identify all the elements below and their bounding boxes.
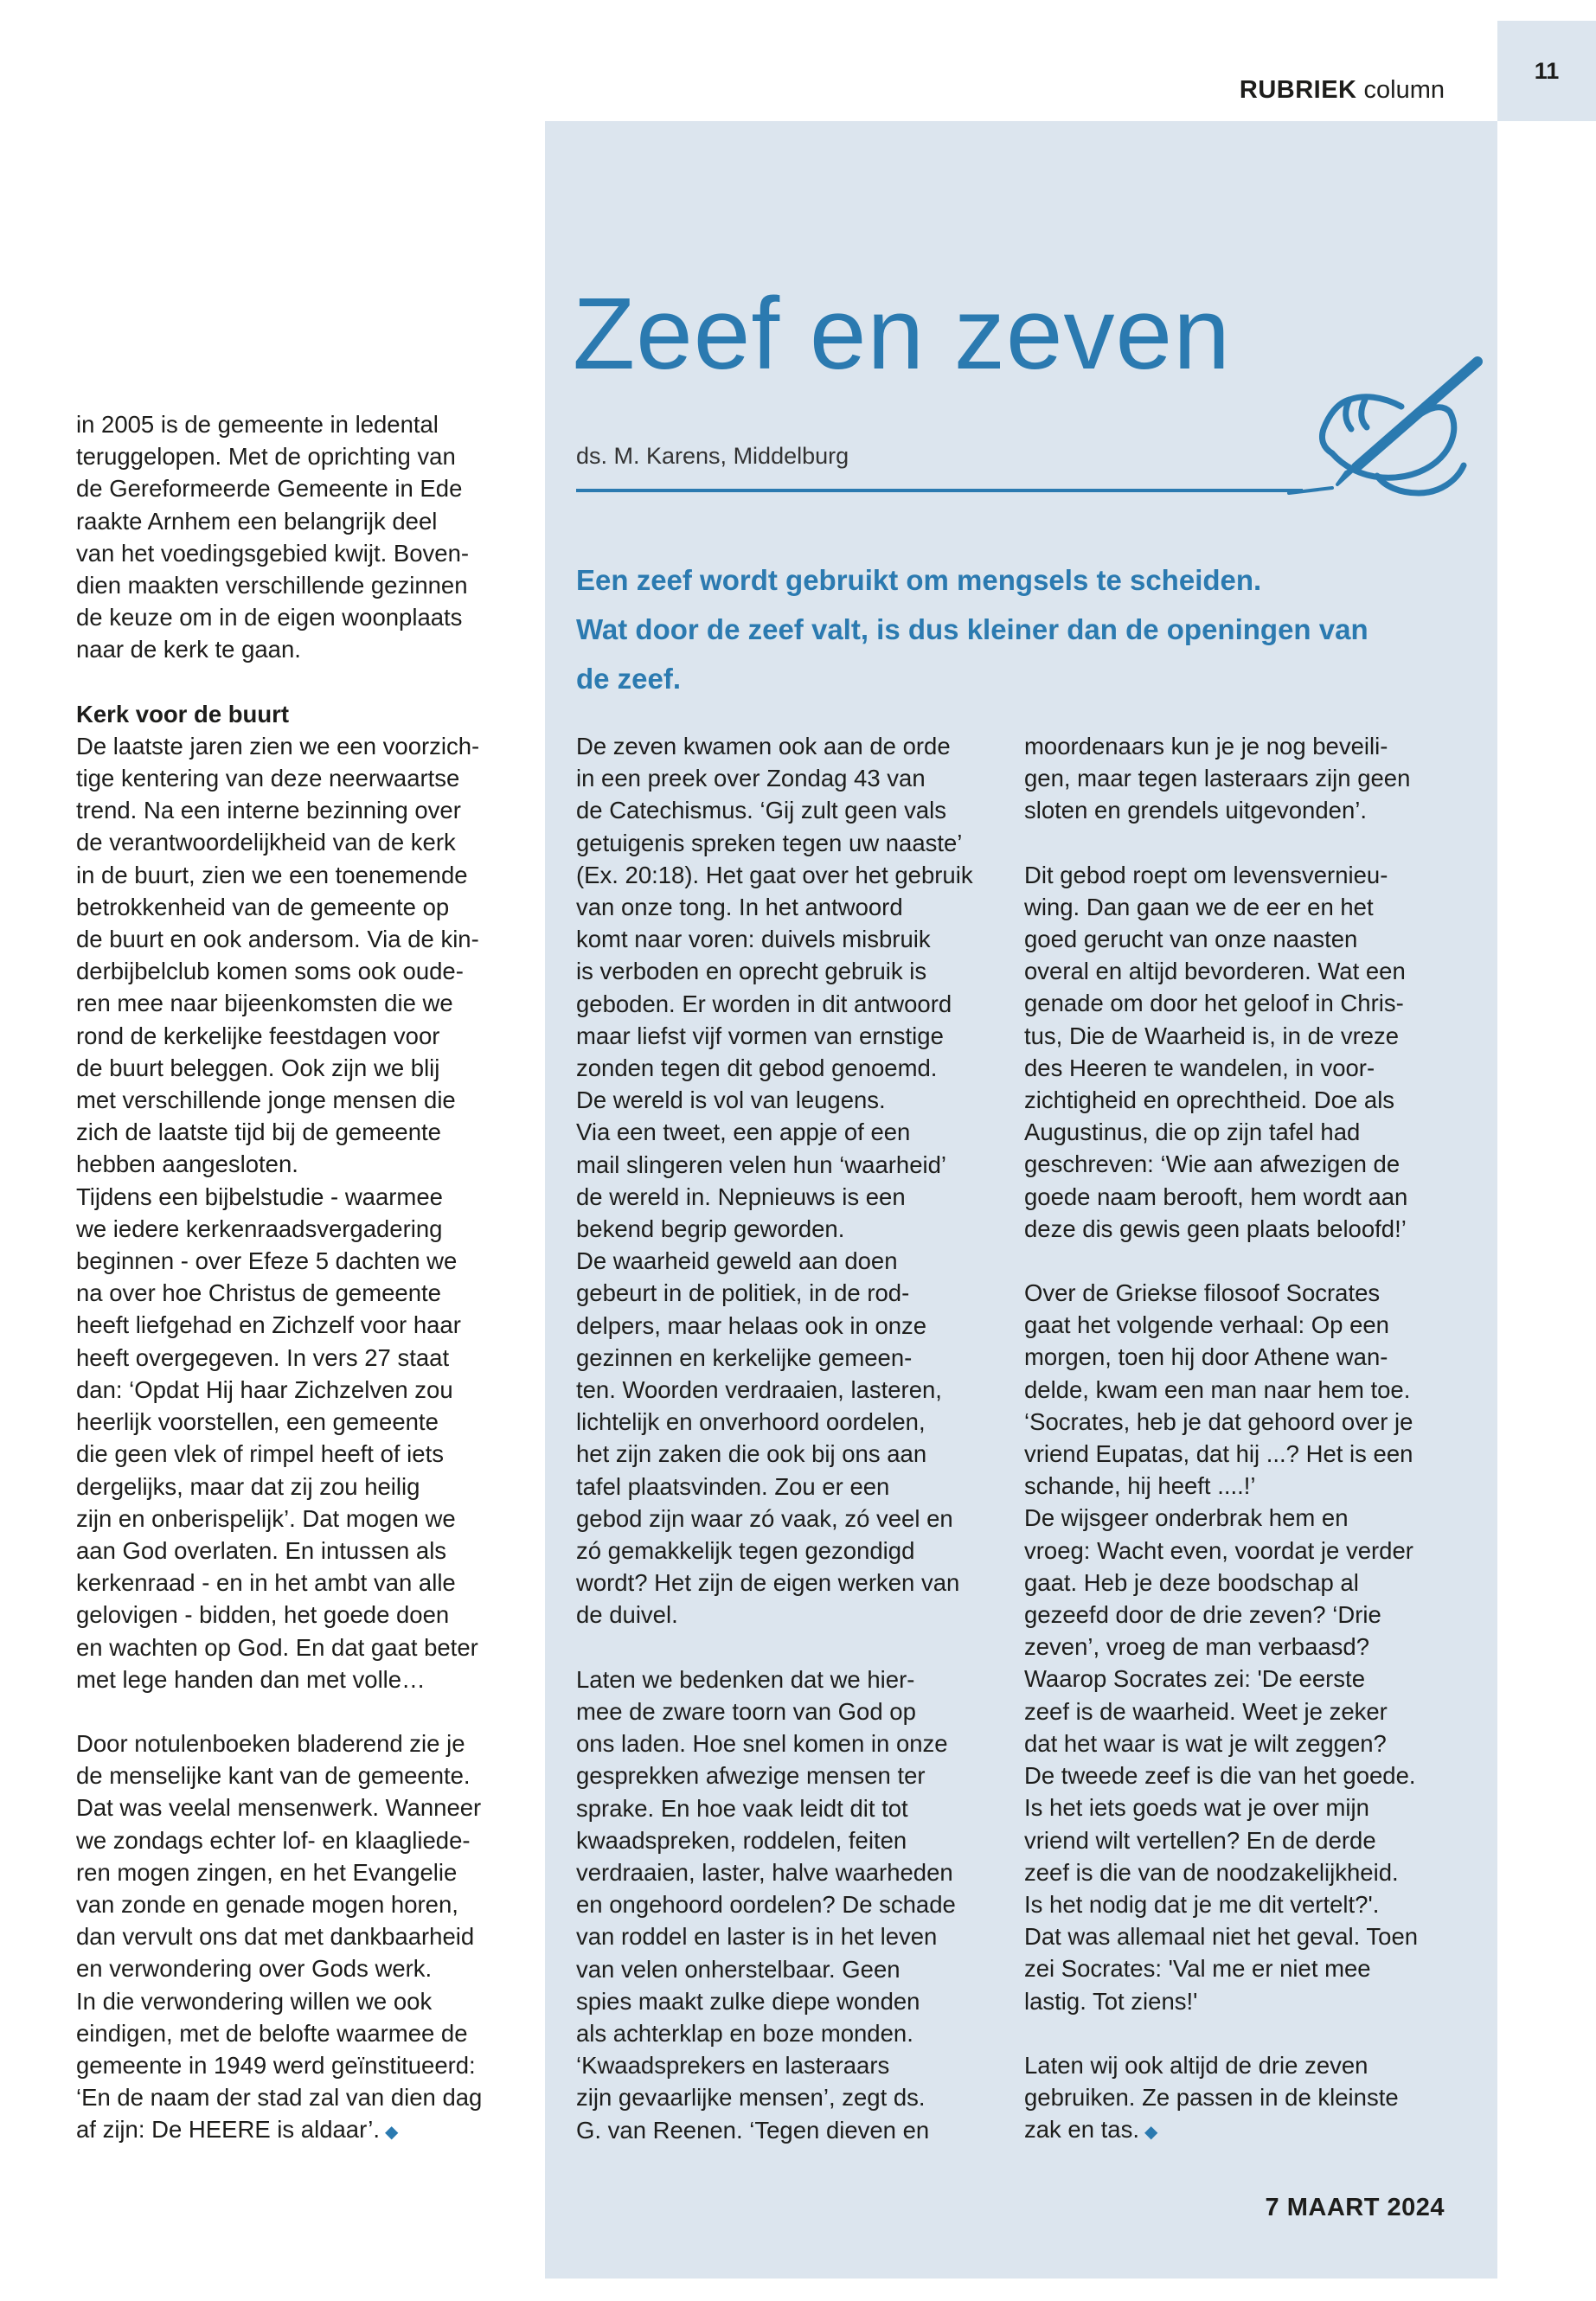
text-line: trend. Na een interne bezinning over bbox=[76, 797, 461, 824]
text-line: spies maakt zulke diepe wonden bbox=[576, 1987, 920, 2015]
text-line: gemeente in 1949 werd geïnstitueerd: bbox=[76, 2051, 476, 2079]
text-line: schande, hij heeft ....!’ bbox=[1024, 1472, 1256, 1500]
page-number: 11 bbox=[1497, 21, 1596, 121]
text-line: ons laden. Hoe snel komen in onze bbox=[576, 1730, 948, 1758]
text-line: zeef is de waarheid. Weet je zeker bbox=[1024, 1697, 1388, 1725]
text-line: gesprekken afwezige mensen ter bbox=[576, 1762, 926, 1790]
text-line: Door notulenboeken bladerend zie je bbox=[76, 1729, 465, 1757]
text-line: in 2005 is de gemeente in ledental bbox=[76, 411, 439, 438]
right-text-column bbox=[1024, 730, 1457, 2149]
article-intro bbox=[576, 555, 1441, 703]
text-line: de menselijke kant van de gemeente. bbox=[76, 1762, 471, 1790]
text-line: geboden. Er worden in dit antwoord bbox=[576, 990, 952, 1017]
text-line: van velen onherstelbaar. Geen bbox=[576, 1955, 901, 1983]
text-line: De wereld is vol van leugens. bbox=[576, 1086, 886, 1114]
left-text-column bbox=[76, 408, 526, 2150]
text-line: De zeven kwamen ook aan de orde bbox=[576, 733, 951, 760]
text-line: af zijn: De HEERE is aldaar’. ◆ bbox=[76, 2116, 399, 2144]
paragraph-gap bbox=[1024, 1245, 1457, 1277]
text-line: Augustinus, die op zijn tafel had bbox=[1024, 1118, 1361, 1146]
text-line: teruggelopen. Met de oprichting van bbox=[76, 443, 456, 471]
text-line: ‘En de naam der stad zal van dien dag bbox=[76, 2084, 483, 2112]
text-line: zichtigheid en oprechtheid. Doe als bbox=[1024, 1086, 1395, 1114]
text-line: van onze tong. In het antwoord bbox=[576, 894, 903, 921]
text-line: gaat. Heb je deze boodschap al bbox=[1024, 1568, 1359, 1596]
text-line: zó gemakkelijk tegen gezondigd bbox=[576, 1537, 915, 1565]
text-line: Is het nodig dat je me dit vertelt?'. bbox=[1024, 1890, 1380, 1918]
text-line: en verwondering over Gods werk. bbox=[76, 1955, 433, 1983]
text-line: rond de kerkelijke feestdagen voor bbox=[76, 1022, 440, 1049]
subheading: Kerk voor de buurt bbox=[76, 700, 290, 727]
text-line: zak en tas. ◆ bbox=[1024, 2116, 1158, 2144]
text-line: gezeefd door de drie zeven? ‘Drie bbox=[1024, 1601, 1381, 1629]
text-line: heerlijk voorstellen, een gemeente bbox=[76, 1408, 439, 1436]
text-line: van het voedingsgebied kwijt. Boven- bbox=[76, 539, 470, 567]
text-line: gebruiken. Ze passen in de kleinste bbox=[1024, 2083, 1399, 2111]
text-line: heeft overgegeven. In vers 27 staat bbox=[76, 1343, 450, 1371]
paragraph-gap bbox=[76, 1695, 526, 1727]
text-line: is verboden en oprecht gebruik is bbox=[576, 958, 927, 985]
text-line: die geen vlek of rimpel heeft of iets bbox=[76, 1440, 444, 1468]
text-line: naar de kerk te gaan. bbox=[76, 636, 301, 663]
text-line: ‘Kwaadsprekers en lasteraars bbox=[576, 2052, 890, 2080]
paragraph-gap bbox=[1024, 827, 1457, 859]
text-line: mail slingeren velen hun ‘waarheid’ bbox=[576, 1150, 947, 1178]
text-line: we iedere kerkenraadsvergadering bbox=[76, 1215, 443, 1242]
text-line: in de buurt, zien we een toenemende bbox=[76, 861, 468, 888]
article-title: Zeef en zeven bbox=[573, 277, 1231, 391]
text-line: beginnen - over Efeze 5 dachten we bbox=[76, 1247, 458, 1275]
text-line: sprake. En hoe vaak leidt dit tot bbox=[576, 1794, 908, 1822]
text-line: met lege handen dan met volle… bbox=[76, 1665, 426, 1693]
text-line: de buurt en ook andersom. Via de kin- bbox=[76, 926, 479, 953]
text-line: derbijbelclub komen soms ook oude- bbox=[76, 958, 464, 985]
hand-writing-with-pen-icon bbox=[1280, 346, 1488, 510]
text-line: de Catechismus. ‘Gij zult geen vals bbox=[576, 797, 946, 824]
text-line: De waarheid geweld aan doen bbox=[576, 1247, 898, 1275]
text-line: (Ex. 20:18). Het gaat over het gebruik bbox=[576, 861, 973, 888]
text-line: delpers, maar helaas ook in onze bbox=[576, 1311, 927, 1339]
text-line: de keuze om in de eigen woonplaats bbox=[76, 604, 463, 631]
text-line: de verantwoordelijkheid van de kerk bbox=[76, 829, 456, 856]
text-line: gebod zijn waar zó vaak, zó veel en bbox=[576, 1504, 953, 1532]
text-line: gaat het volgende verhaal: Op een bbox=[1024, 1311, 1389, 1339]
text-line: moordenaars kun je je nog beveili- bbox=[1024, 733, 1388, 760]
text-line: de wereld in. Nepnieuws is een bbox=[576, 1183, 906, 1210]
intro-line: Wat door de zeef valt, is dus kleiner dan de openingen van bbox=[576, 613, 1368, 645]
text-line: gezinnen en kerkelijke gemeen- bbox=[576, 1343, 913, 1371]
paragraph-gap bbox=[76, 666, 526, 698]
text-line: raakte Arnhem een belangrijk deel bbox=[76, 507, 438, 535]
text-line: Over de Griekse filosoof Socrates bbox=[1024, 1279, 1381, 1307]
text-line: De tweede zeef is die van het goede. bbox=[1024, 1762, 1416, 1790]
intro-line: de zeef. bbox=[576, 663, 682, 695]
text-line: gelovigen - bidden, het goede doen bbox=[76, 1601, 450, 1629]
text-line: de Gereformeerde Gemeente in Ede bbox=[76, 475, 463, 503]
text-line: verdraaien, laster, halve waarheden bbox=[576, 1858, 953, 1886]
end-of-article-mark: ◆ bbox=[385, 2123, 399, 2143]
text-line: goede naam berooft, hem wordt aan bbox=[1024, 1183, 1408, 1210]
text-line: overal en altijd bevorderen. Wat een bbox=[1024, 958, 1406, 985]
section-label-bold: RUBRIEK bbox=[1239, 76, 1357, 104]
end-of-article-mark: ◆ bbox=[1144, 2123, 1158, 2143]
text-line: De wijsgeer onderbrak hem en bbox=[1024, 1504, 1349, 1532]
text-line: kerkenraad - en in het ambt van alle bbox=[76, 1569, 456, 1597]
text-line: tige kentering van deze neerwaartse bbox=[76, 765, 460, 792]
text-line: wing. Dan gaan we de eer en het bbox=[1024, 893, 1374, 920]
text-line: vriend wilt vertellen? En de derde bbox=[1024, 1826, 1376, 1854]
text-line: zijn gevaarlijke mensen’, zegt ds. bbox=[576, 2084, 926, 2112]
text-line: Waarop Socrates zei: 'De eerste bbox=[1024, 1665, 1365, 1693]
text-line: vriend Eupatas, dat hij ...? Het is een bbox=[1024, 1440, 1413, 1468]
text-line: dan vervult ons dat met dankbaarheid bbox=[76, 1923, 475, 1951]
text-line: tus, Die de Waarheid is, in de vreze bbox=[1024, 1022, 1400, 1049]
text-line: G. van Reenen. ‘Tegen dieven en bbox=[576, 2116, 930, 2144]
text-line: vroeg: Wacht even, voordat je verder bbox=[1024, 1536, 1413, 1564]
issue-date: 7 MAART 2024 bbox=[1265, 2194, 1445, 2221]
section-label-sub: column bbox=[1363, 76, 1445, 104]
text-line: we zondags echter lof- en klaagliede- bbox=[76, 1826, 471, 1854]
text-line: de duivel. bbox=[576, 1601, 678, 1629]
text-line: Dat was allemaal niet het geval. Toen bbox=[1024, 1923, 1419, 1951]
text-line: lichtelijk en onverhoord oordelen, bbox=[576, 1408, 926, 1436]
text-line: dergelijks, maar dat zij zou heilig bbox=[76, 1472, 420, 1500]
middle-text-column bbox=[576, 730, 1000, 2146]
text-line: zeven’, vroeg de man verbaasd? bbox=[1024, 1633, 1369, 1661]
text-line: sloten en grendels uitgevonden’. bbox=[1024, 797, 1367, 824]
text-line: en ongehoord oordelen? De schade bbox=[576, 1891, 956, 1919]
text-line: als achterklap en boze monden. bbox=[576, 2019, 913, 2047]
text-line: de buurt beleggen. Ook zijn we blij bbox=[76, 1054, 440, 1081]
text-line: Is het iets goeds wat je over mijn bbox=[1024, 1794, 1369, 1822]
section-label bbox=[1125, 76, 1445, 105]
text-line: in een preek over Zondag 43 van bbox=[576, 765, 926, 792]
text-line: wordt? Het zijn de eigen werken van bbox=[576, 1569, 960, 1597]
text-line: bekend begrip geworden. bbox=[576, 1215, 845, 1243]
text-line: goed gerucht van onze naasten bbox=[1024, 926, 1358, 953]
text-line: delde, kwam een man naar hem toe. bbox=[1024, 1375, 1411, 1403]
text-line: hebben aangesloten. bbox=[76, 1150, 298, 1178]
text-line: Via een tweet, een appje of een bbox=[576, 1118, 911, 1146]
text-line: en wachten op God. En dat gaat beter bbox=[76, 1633, 478, 1661]
text-line: gen, maar tegen lasteraars zijn geen bbox=[1024, 765, 1411, 792]
text-line: zonden tegen dit gebod genoemd. bbox=[576, 1054, 938, 1082]
text-line: genade om door het geloof in Chris- bbox=[1024, 990, 1404, 1017]
text-line: dan: ‘Opdat Hij haar Zichzelven zou bbox=[76, 1375, 453, 1403]
text-line: na over hoe Christus de gemeente bbox=[76, 1279, 441, 1307]
text-line: geschreven: ‘Wie aan afwezigen de bbox=[1024, 1150, 1401, 1178]
text-line: des Heeren te wandelen, in voor- bbox=[1024, 1054, 1375, 1081]
text-line: deze dis gewis geen plaats beloofd!’ bbox=[1024, 1215, 1407, 1242]
article-author: ds. M. Karens, Middelburg bbox=[576, 443, 849, 469]
text-line: Dit gebod roept om levensvernieu- bbox=[1024, 861, 1388, 888]
text-line: getuigenis spreken tegen uw naaste’ bbox=[576, 829, 963, 856]
text-line: van zonde en genade mogen horen, bbox=[76, 1890, 458, 1918]
text-line: betrokkenheid van de gemeente op bbox=[76, 893, 450, 920]
text-line: mee de zware toorn van God op bbox=[576, 1697, 916, 1725]
text-line: ‘Socrates, heb je dat gehoord over je bbox=[1024, 1407, 1413, 1435]
text-line: aan God overlaten. En intussen als bbox=[76, 1536, 447, 1564]
title-divider bbox=[576, 489, 1303, 492]
text-line: De laatste jaren zien we een voorzich- bbox=[76, 732, 480, 760]
text-line: dat het waar is wat je wilt zeggen? bbox=[1024, 1729, 1387, 1757]
paragraph-gap bbox=[1024, 2017, 1457, 2049]
text-line: komt naar voren: duivels misbruik bbox=[576, 926, 931, 953]
text-line: heeft liefgehad en Zichzelf voor haar bbox=[76, 1311, 461, 1339]
text-line: met verschillende jonge mensen die bbox=[76, 1086, 456, 1114]
text-line: maar liefst vijf vormen van ernstige bbox=[576, 1022, 944, 1049]
text-line: ren mee naar bijeenkomsten die we bbox=[76, 990, 453, 1017]
text-line: tafel plaatsvinden. Zou er een bbox=[576, 1472, 890, 1500]
intro-line: Een zeef wordt gebruikt om mengsels te scheiden. bbox=[576, 564, 1262, 596]
text-line: morgen, toen hij door Athene wan- bbox=[1024, 1343, 1388, 1371]
text-line: zijn en onberispelijk’. Dat mogen we bbox=[76, 1504, 456, 1532]
text-line: lastig. Tot ziens!' bbox=[1024, 1987, 1198, 2015]
text-line: zei Socrates: 'Val me er niet mee bbox=[1024, 1955, 1371, 1983]
paragraph-gap bbox=[576, 1631, 1000, 1663]
text-line: dien maakten verschillende gezinnen bbox=[76, 572, 468, 599]
text-line: Laten wij ook altijd de drie zeven bbox=[1024, 2051, 1368, 2079]
text-line: het zijn zaken die ook bij ons aan bbox=[576, 1440, 927, 1468]
text-line: zeef is die van de noodzakelijkheid. bbox=[1024, 1858, 1399, 1886]
text-line: In die verwondering willen we ook bbox=[76, 1987, 433, 2015]
text-line: gebeurt in de politiek, in de rod- bbox=[576, 1279, 910, 1307]
text-line: van roddel en laster is in het leven bbox=[576, 1923, 938, 1951]
text-line: zich de laatste tijd bij de gemeente bbox=[76, 1118, 441, 1146]
text-line: Laten we bedenken dat we hier- bbox=[576, 1665, 915, 1693]
text-line: eindigen, met de belofte waarmee de bbox=[76, 2019, 468, 2047]
text-line: ren mogen zingen, en het Evangelie bbox=[76, 1858, 458, 1886]
text-line: kwaadspreken, roddelen, feiten bbox=[576, 1826, 907, 1854]
text-line: Dat was veelal mensenwerk. Wanneer bbox=[76, 1794, 482, 1822]
text-line: ten. Woorden verdraaien, lasteren, bbox=[576, 1376, 942, 1404]
text-line: Tijdens een bijbelstudie - waarmee bbox=[76, 1183, 443, 1210]
